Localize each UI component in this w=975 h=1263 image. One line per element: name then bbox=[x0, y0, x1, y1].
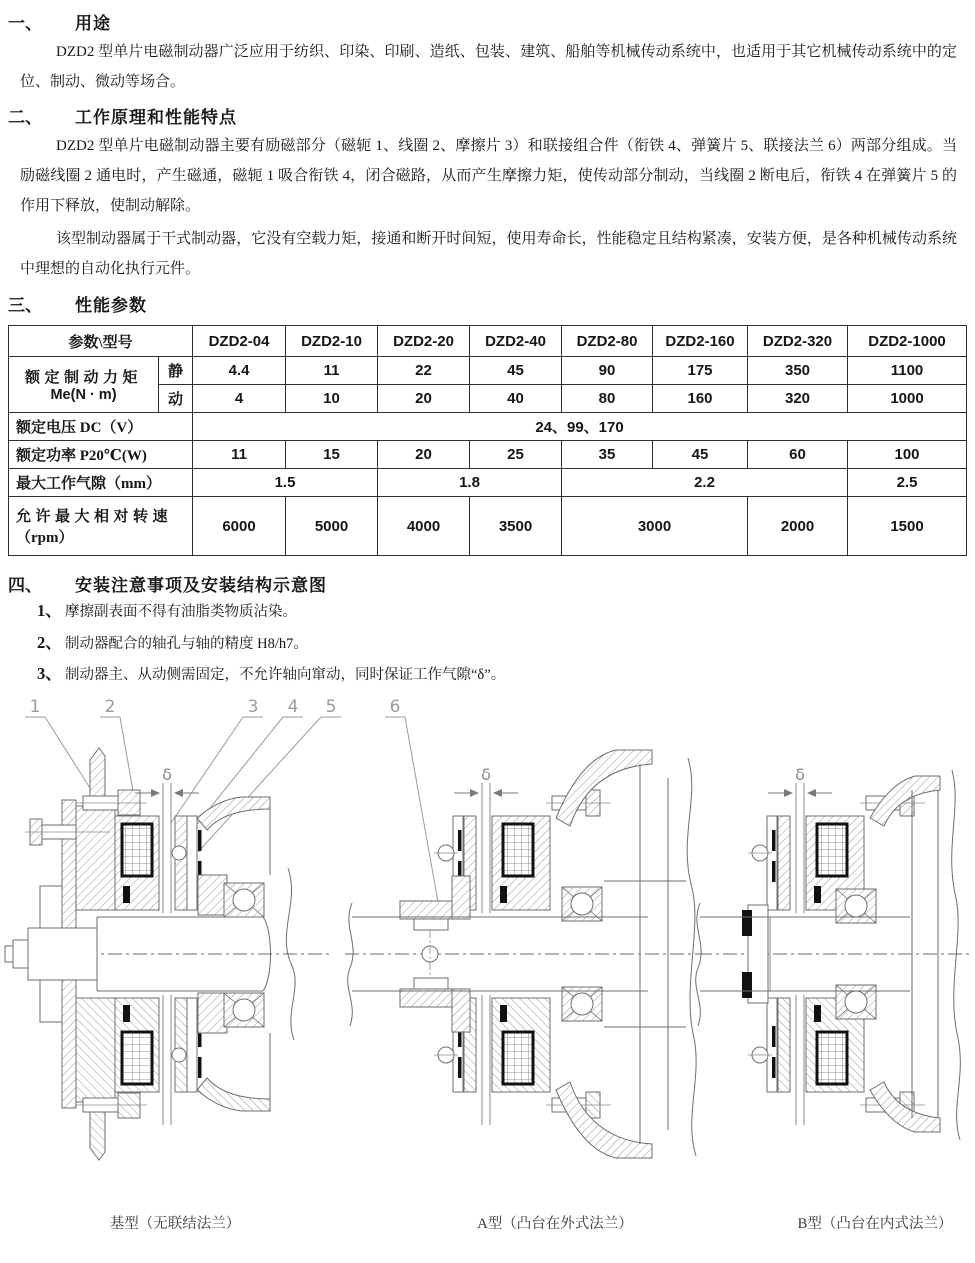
gap-value: 2.5 bbox=[848, 469, 967, 497]
diagram-basic-type bbox=[5, 748, 330, 1232]
power-value: 25 bbox=[470, 441, 562, 469]
install-note-2 bbox=[0, 628, 975, 660]
table-header-row bbox=[9, 326, 967, 357]
voltage-value: 24、99、170 bbox=[193, 413, 967, 441]
section-3-number: 三、 bbox=[8, 296, 42, 315]
torque-dynamic-value: 10 bbox=[286, 385, 378, 413]
callout-2: 2 bbox=[104, 697, 116, 717]
power-value: 11 bbox=[193, 441, 286, 469]
section-1-paragraph: DZD2 型单片电磁制动器广泛应用于纺织、印染、印刷、造纸、包装、建筑、船舶等机械传动系统中，也适用于其它机械传动系统中的定位、制动、微动等场合。 bbox=[20, 44, 957, 90]
torque-unit: Me(N · m) bbox=[50, 387, 117, 403]
dynamic-label: 动 bbox=[159, 385, 193, 413]
speed-value: 6000 bbox=[193, 497, 286, 556]
torque-static-row bbox=[9, 357, 967, 385]
voltage-label: 额定电压 DC（V） bbox=[9, 413, 193, 441]
section-2-paragraph-2: 该型制动器属于干式制动器，它没有空载力矩，接通和断开时间短，使用寿命长，性能稳定且结构紧凑，安装方便，是各种机械传动系统中理想的自动化执行元件。 bbox=[20, 231, 957, 277]
torque-static-value: 11 bbox=[286, 357, 378, 385]
speed-label-cell bbox=[9, 497, 193, 556]
speed-value: 3000 bbox=[562, 497, 748, 556]
torque-static-value: 90 bbox=[562, 357, 653, 385]
torque-label-cell bbox=[9, 357, 159, 413]
torque-dynamic-value: 160 bbox=[653, 385, 748, 413]
section-3-heading bbox=[0, 284, 975, 316]
speed-unit: （rpm） bbox=[16, 530, 74, 546]
section-4-number: 四、 bbox=[8, 576, 42, 595]
voltage-row bbox=[9, 413, 967, 441]
power-value: 100 bbox=[848, 441, 967, 469]
torque-dynamic-value: 1000 bbox=[848, 385, 967, 413]
note-text: 制动器配合的轴孔与轴的精度 H8/h7。 bbox=[65, 635, 308, 652]
speed-value: 1500 bbox=[848, 497, 967, 556]
torque-static-value: 350 bbox=[748, 357, 848, 385]
section-2-heading bbox=[0, 97, 975, 128]
model-col-header: DZD2-1000 bbox=[848, 326, 967, 357]
torque-dynamic-value: 4 bbox=[193, 385, 286, 413]
section-1-title: 用途 bbox=[75, 14, 111, 33]
callout-5: 5 bbox=[325, 697, 337, 717]
note-number: 2、 bbox=[37, 632, 62, 652]
section-2-title: 工作原理和性能特点 bbox=[75, 108, 237, 127]
torque-static-value: 175 bbox=[653, 357, 748, 385]
torque-static-value: 4.4 bbox=[193, 357, 286, 385]
model-col-header: DZD2-10 bbox=[286, 326, 378, 357]
gap-value: 1.5 bbox=[193, 469, 378, 497]
callout-1: 1 bbox=[29, 697, 41, 717]
delta-gap-label: δ bbox=[162, 765, 172, 784]
section-3-title: 性能参数 bbox=[75, 296, 147, 315]
gap-row bbox=[9, 469, 967, 497]
note-text: 制动器主、从动侧需固定，不允许轴向窜动，同时保证工作气隙“δ”。 bbox=[65, 667, 506, 683]
section-1-number: 一、 bbox=[8, 14, 42, 33]
torque-label: 额定制动力矩 bbox=[24, 370, 142, 386]
speed-value: 2000 bbox=[748, 497, 848, 556]
gap-value: 2.2 bbox=[562, 469, 848, 497]
gap-value: 1.8 bbox=[378, 469, 562, 497]
section-4-heading bbox=[0, 556, 975, 596]
diagram-a-type bbox=[345, 750, 700, 1232]
section-2-paragraph-1: DZD2 型单片电磁制动器主要有励磁部分（磁轭 1、线圈 2、摩擦片 3）和联接组合件（衔铁 4、弹簧片 5、联接法兰 6）两部分组成。当励磁线圈 2 通电时，产生磁通，磁轭 1 吸合衔铁 4，闭合磁路，从而产生摩擦力矩，使传动部分制动，当线圈 2 断电后，衔铁 4 在弹簧片 5 的作用下释放，使制动解除。 bbox=[20, 138, 957, 214]
model-col-header: DZD2-20 bbox=[378, 326, 470, 357]
power-value: 35 bbox=[562, 441, 653, 469]
install-note-1 bbox=[0, 596, 975, 628]
model-col-header: DZD2-04 bbox=[193, 326, 286, 357]
speed-label: 允许最大相对转速 bbox=[16, 509, 173, 525]
model-col-header: DZD2-80 bbox=[562, 326, 653, 357]
param-model-header: 参数\型号 bbox=[9, 326, 193, 357]
model-col-header: DZD2-160 bbox=[653, 326, 748, 357]
speed-row bbox=[9, 497, 967, 556]
power-value: 20 bbox=[378, 441, 470, 469]
callout-3: 3 bbox=[247, 697, 259, 717]
diagram-b-type bbox=[696, 765, 972, 1232]
performance-table bbox=[8, 325, 967, 556]
power-value: 15 bbox=[286, 441, 378, 469]
model-col-header: DZD2-40 bbox=[470, 326, 562, 357]
speed-value: 5000 bbox=[286, 497, 378, 556]
model-col-header: DZD2-320 bbox=[748, 326, 848, 357]
torque-static-value: 22 bbox=[378, 357, 470, 385]
static-label: 静 bbox=[159, 357, 193, 385]
section-2-number: 二、 bbox=[8, 108, 42, 127]
speed-value: 3500 bbox=[470, 497, 562, 556]
delta-gap-label: δ bbox=[481, 765, 491, 784]
speed-value: 4000 bbox=[378, 497, 470, 556]
torque-dynamic-value: 80 bbox=[562, 385, 653, 413]
callout-6: 6 bbox=[389, 697, 401, 717]
power-value: 60 bbox=[748, 441, 848, 469]
torque-dynamic-value: 320 bbox=[748, 385, 848, 413]
caption-b-type: B型（凸台在内式法兰） bbox=[797, 1216, 953, 1232]
delta-gap-label: δ bbox=[795, 765, 805, 784]
callout-4: 4 bbox=[287, 697, 299, 717]
torque-static-value: 45 bbox=[470, 357, 562, 385]
torque-static-value: 1100 bbox=[848, 357, 967, 385]
power-row bbox=[9, 441, 967, 469]
note-number: 3、 bbox=[37, 664, 62, 683]
note-number: 1、 bbox=[37, 601, 62, 620]
torque-dynamic-value: 20 bbox=[378, 385, 470, 413]
caption-a-type: A型（凸台在外式法兰） bbox=[477, 1216, 633, 1232]
install-note-3 bbox=[0, 659, 975, 691]
gap-label: 最大工作气隙（mm） bbox=[9, 469, 193, 497]
power-label: 额定功率 P20℃(W) bbox=[9, 441, 193, 469]
section-4-title: 安装注意事项及安装结构示意图 bbox=[75, 576, 327, 595]
power-value: 45 bbox=[653, 441, 748, 469]
caption-basic-type: 基型（无联结法兰） bbox=[109, 1216, 241, 1232]
installation-diagrams bbox=[0, 688, 975, 1233]
note-text: 摩擦副表面不得有油脂类物质沾染。 bbox=[65, 604, 297, 620]
section-1-heading bbox=[0, 0, 975, 34]
torque-dynamic-value: 40 bbox=[470, 385, 562, 413]
